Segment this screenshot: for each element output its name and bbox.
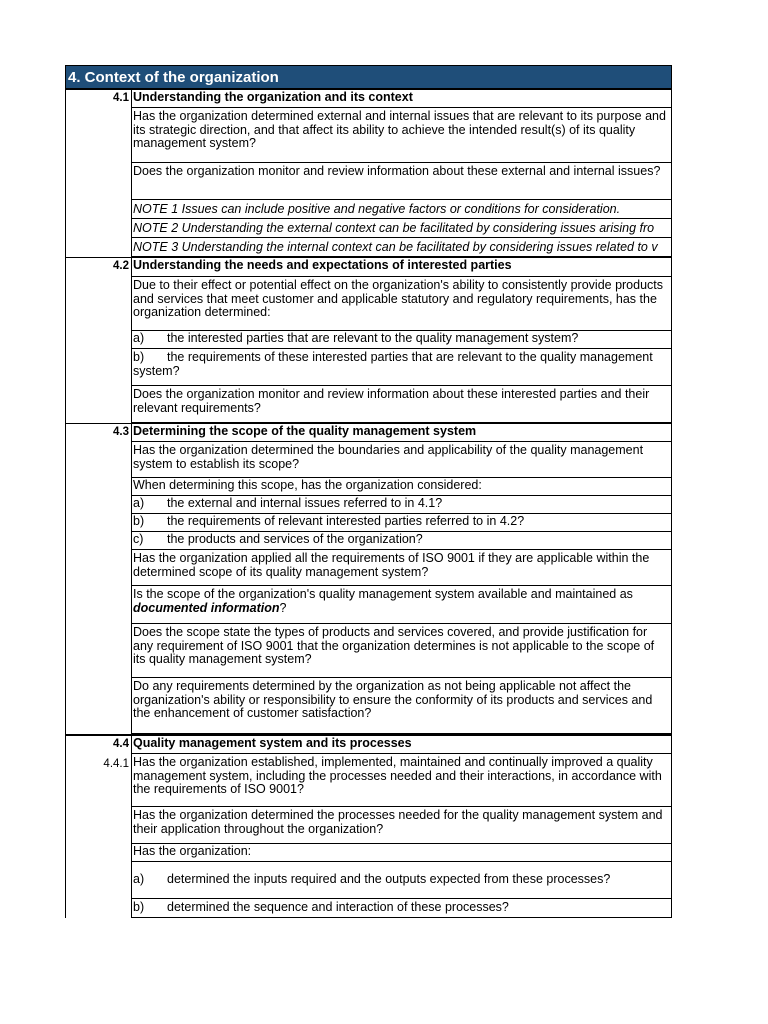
list-text: the requirements of relevant interested parties referred to in 4.2? [167, 514, 525, 528]
list-label: b) [133, 514, 145, 528]
list-item[interactable] [132, 899, 671, 918]
question-cell[interactable]: Has the organization applied all the requirements of ISO 9001 if they are applicable within the determined scope of its quality management system? [132, 550, 671, 586]
clause-body [131, 424, 672, 734]
list-item[interactable] [132, 532, 671, 550]
section-4-3 [65, 423, 672, 734]
list-label: a) [133, 871, 145, 886]
list-label: b) [133, 350, 145, 364]
list-text-block [133, 351, 669, 383]
list-label: b) [133, 900, 145, 914]
question-text: Is the scope of the organization's quality management system available and maintained as [133, 587, 633, 601]
question-cell[interactable]: Has the organization determined the processes needed for the quality management system and their application throughout the organization? [132, 807, 671, 844]
list-text: the products and services of the organization? [167, 532, 423, 546]
clause-title: Quality management system and its processes [132, 736, 671, 754]
clause-number-column [66, 258, 131, 423]
clause-title: Understanding the needs and expectations of interested parties [132, 258, 671, 277]
question-cell[interactable] [132, 586, 671, 624]
list-text: the external and internal issues referred to in 4.1? [167, 496, 443, 510]
list-text: the requirements of these interested parties that are relevant to the quality management system? [133, 350, 653, 378]
question-cell[interactable]: Do any requirements determined by the organization as not being applicable not affect the organization's ability or responsibility to ensure the conformity of its products and services and the enhancement of customer satisfaction? [132, 678, 671, 734]
list-item[interactable] [132, 514, 671, 532]
question-cell[interactable]: Due to their effect or potential effect on the organization's ability to consistently provide products and services that meet customer and applicable statutory and regulatory requirements, has the organization determined: [132, 277, 671, 331]
clause-body [131, 90, 672, 257]
question-cell[interactable]: Does the scope state the types of products and services covered, and provide justification for any requirement of ISO 9001 that the organization determines is not applicable to the scope of its quality management system? [132, 624, 671, 678]
question-cell[interactable]: Has the organization determined external and internal issues that are relevant to its purpose and its strategic direction, and that affect its ability to achieve the intended result(s) of its quality management system? [132, 108, 671, 163]
checklist-sheet [65, 65, 672, 918]
clause-number-column [66, 736, 131, 918]
question-cell[interactable]: Has the organization established, implemented, maintained and continually improved a quality management system, including the processes needed and their interactions, in accordance with the requirements of ISO 9001? [132, 754, 671, 807]
clause-number: 4.1 [113, 92, 129, 104]
clause-number: 4.2 [113, 260, 129, 272]
clause-number-column [66, 90, 131, 257]
clause-title: Determining the scope of the quality management system [132, 424, 671, 442]
note-cell: NOTE 2 Understanding the external context can be facilitated by considering issues arising fro [132, 219, 671, 238]
list-label: c) [133, 532, 144, 546]
list-label: a) [133, 496, 145, 510]
question-cell[interactable]: Does the organization monitor and review information about these interested parties and their relevant requirements? [132, 386, 671, 423]
question-mark: ? [279, 600, 287, 615]
section-4-4 [65, 734, 672, 918]
clause-number: 4.3 [113, 426, 129, 438]
list-label: a) [133, 331, 145, 345]
list-text: determined the sequence and interaction of these processes? [167, 900, 509, 914]
clause-body [131, 258, 672, 423]
note-cell: NOTE 1 Issues can include positive and negative factors or conditions for consideration. [132, 200, 671, 219]
section-4-2 [65, 257, 672, 423]
documented-information-term: documented information [133, 600, 280, 615]
list-item[interactable] [132, 349, 671, 386]
clause-number-column [66, 424, 131, 734]
question-cell[interactable]: When determining this scope, has the organization considered: [132, 478, 671, 496]
question-cell[interactable]: Does the organization monitor and review information about these external and internal issues? [132, 163, 671, 200]
clause-title: Understanding the organization and its context [132, 90, 671, 108]
note-cell: NOTE 3 Understanding the internal context can be facilitated by considering issues related to v [132, 238, 671, 257]
section-4-1 [65, 89, 672, 257]
clause-body [131, 736, 672, 918]
subclause-number: 4.4.1 [103, 758, 129, 770]
question-cell[interactable]: Has the organization determined the boundaries and applicability of the quality management system to establish its scope? [132, 442, 671, 478]
list-item[interactable] [132, 331, 671, 349]
clause-number: 4.4 [113, 738, 129, 750]
section-header: 4. Context of the organization [65, 65, 672, 89]
list-text: determined the inputs required and the outputs expected from these processes? [167, 871, 611, 886]
list-item[interactable] [132, 496, 671, 514]
list-text: the interested parties that are relevant to the quality management system? [167, 331, 579, 345]
question-cell[interactable]: Has the organization: [132, 844, 671, 862]
list-item[interactable] [132, 862, 671, 899]
